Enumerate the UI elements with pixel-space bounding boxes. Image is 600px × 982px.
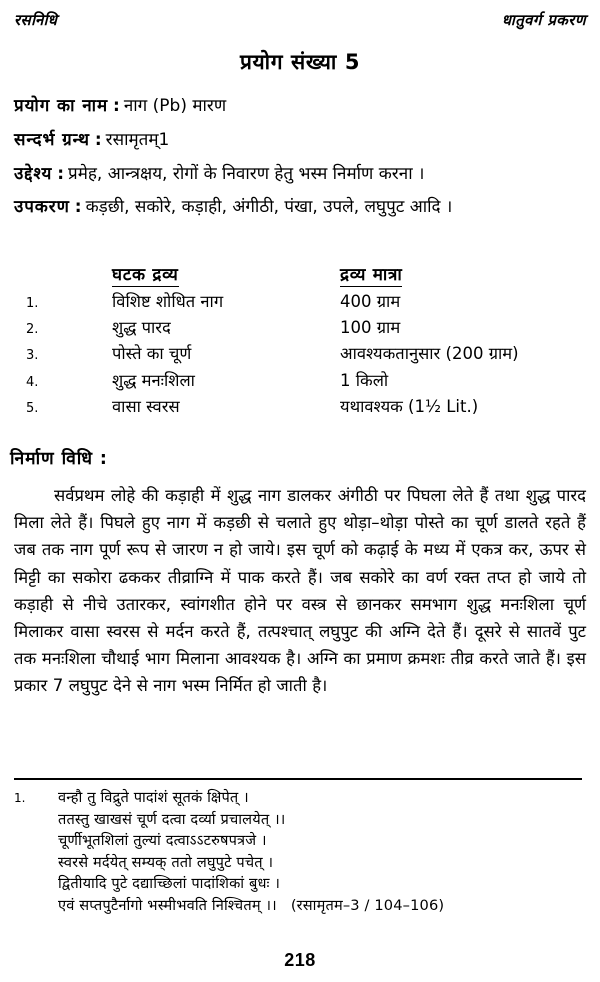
cell-ingredient: शुद्ध पारद xyxy=(112,318,171,338)
table-header xyxy=(14,262,586,289)
meta-row-experiment-name xyxy=(14,96,586,117)
experiment-meta-block xyxy=(14,96,586,231)
cell-ingredient: पोस्ते का चूर्ण xyxy=(112,344,192,364)
meta-label: सन्दर्भ ग्रन्थ xyxy=(14,129,90,150)
table-header-row xyxy=(14,262,586,289)
running-header xyxy=(14,10,586,34)
column-header-ingredient xyxy=(50,262,340,289)
column-header-quantity-label: द्रव्य मात्रा xyxy=(340,262,402,287)
verse-line: वन्हौ तु विद्रुते पादांशं सूतकं क्षिपेत् । xyxy=(58,789,249,806)
verse-text: एवं सप्तपुटैर्नागो भस्मीभवति निश्चितम् ।। xyxy=(58,896,277,914)
cell-ingredient: विशिष्ट शोधित नाग xyxy=(112,292,224,312)
column-header-quantity xyxy=(340,262,586,289)
verse-line: स्वरसे मर्दयेत् सम्यक् ततो लघुपुटे पचेत् । xyxy=(58,853,274,871)
method-heading: निर्माण विधि : xyxy=(10,449,108,469)
meta-value: नाग (Pb) मारण xyxy=(123,96,227,116)
method-paragraph: सर्वप्रथम लोहे की कड़ाही में शुद्ध नाग डालकर अंगीठी पर पिघला लेते हैं तथा शुद्ध पारद मिला लेते हैं। पिघले हुए नाग में कड़छी से चलाते हुए थोड़ा–थोड़ा पोस्ते का चूर्ण डालते रहते हैं जब तक नाग पूर्ण रूप से जारण न हो जाये। इस चूर्ण को कढ़ाई के मध्य में एकत्र कर, ऊपर से मिट्टी का सकोरा ढककर तीव्राग्नि में पाक करते हैं। जब सकोरे का वर्ण रक्त तप्त हो जाये तो कड़ाही से नीचे उतारकर, स्वांगशीत होने पर वस्त्र से छानकर समभाग शुद्ध मनःशिला चूर्ण मिलाकर वासा स्वरस से मर्दन करते हैं, तत्पश्चात् लघुपुट की अग्नि देते हैं। दूसरे से सातवें पुट तक मनःशिला चौथाई भाग मिलाना आवश्यक है। अग्नि का प्रमाण क्रमशः तीव्र करते जाते हैं। इस प्रकार 7 लघुपुट देने से नाग भस्म निर्मित हो जाती है। xyxy=(14,486,586,696)
cell-number: 5. xyxy=(26,400,39,416)
meta-row-apparatus xyxy=(14,197,586,218)
cell-quantity: आवश्यकतानुसार (200 ग्राम) xyxy=(340,344,519,364)
meta-row-objective xyxy=(14,164,586,185)
source-citation: (रसामृतम–3 / 104–106) xyxy=(290,896,445,914)
table-row xyxy=(14,394,586,420)
meta-value: कड़छी, सकोरे, कड़ाही, अंगीठी, पंखा, उपले, लघुपुट आदि । xyxy=(85,197,453,218)
ingredients-table xyxy=(14,262,586,420)
footnote-verse-lines xyxy=(58,787,586,917)
table-row xyxy=(14,367,586,393)
cell-number: 4. xyxy=(26,374,39,390)
cell-quantity: 400 ग्राम xyxy=(340,292,401,312)
meta-separator: : xyxy=(74,197,82,218)
table-row xyxy=(14,315,586,341)
footnote-block xyxy=(14,787,586,917)
cell-ingredient: वासा स्वरस xyxy=(112,396,180,416)
page-number: 218 xyxy=(284,950,316,970)
cell-number: 1. xyxy=(26,296,39,312)
cell-number: 3. xyxy=(26,348,39,364)
header-chapter-title: धातुवर्ग प्रकरण xyxy=(501,11,586,29)
verse-line-with-citation xyxy=(58,895,586,917)
table-row xyxy=(14,289,586,315)
meta-label: उद्देश्य xyxy=(14,163,53,184)
page-title: प्रयोग संख्या 5 xyxy=(239,50,361,74)
table-row xyxy=(14,341,586,367)
meta-value: प्रमेह, आन्त्रक्षय, रोगों के निवारण हेतु भस्म निर्माण करना । xyxy=(68,163,425,184)
verse-line: द्वितीयादि पुटे दद्याच्छिलां पादांशिकां बुधः । xyxy=(58,875,281,893)
footnote-reference-marker: 1 xyxy=(158,129,170,150)
table-body xyxy=(14,289,586,420)
cell-quantity: 100 ग्राम xyxy=(340,318,401,338)
cell-number: 2. xyxy=(26,322,39,338)
header-book-title: रसनिधि xyxy=(14,11,58,29)
footnote-divider xyxy=(14,778,582,780)
meta-separator: : xyxy=(94,129,102,150)
verse-line: ततस्तु खाखसं चूर्ण दत्वा दर्व्या प्रचालयेत् ।। xyxy=(58,810,286,828)
cell-ingredient: शुद्ध मनःशिला xyxy=(112,370,195,390)
cell-quantity: 1 किलो xyxy=(340,370,389,390)
footnote-marker: 1. xyxy=(14,791,26,805)
meta-separator: : xyxy=(57,163,65,184)
meta-row-reference-text xyxy=(14,130,586,151)
meta-separator: : xyxy=(113,96,120,116)
ingredients-table-block xyxy=(14,262,586,420)
verse-line: चूर्णीभूतशिलां तुल्यां दत्वाऽऽटरुषपत्रजे । xyxy=(58,832,267,850)
meta-label: उपकरण xyxy=(14,197,70,218)
column-header-ingredient-label: घटक द्रव्य xyxy=(112,262,179,287)
cell-quantity: यथावश्यक (1½ Lit.) xyxy=(340,396,479,416)
meta-value: रसामृतम् xyxy=(105,129,159,150)
column-header-number xyxy=(14,262,50,289)
meta-label: प्रयोग का नाम xyxy=(14,96,109,116)
